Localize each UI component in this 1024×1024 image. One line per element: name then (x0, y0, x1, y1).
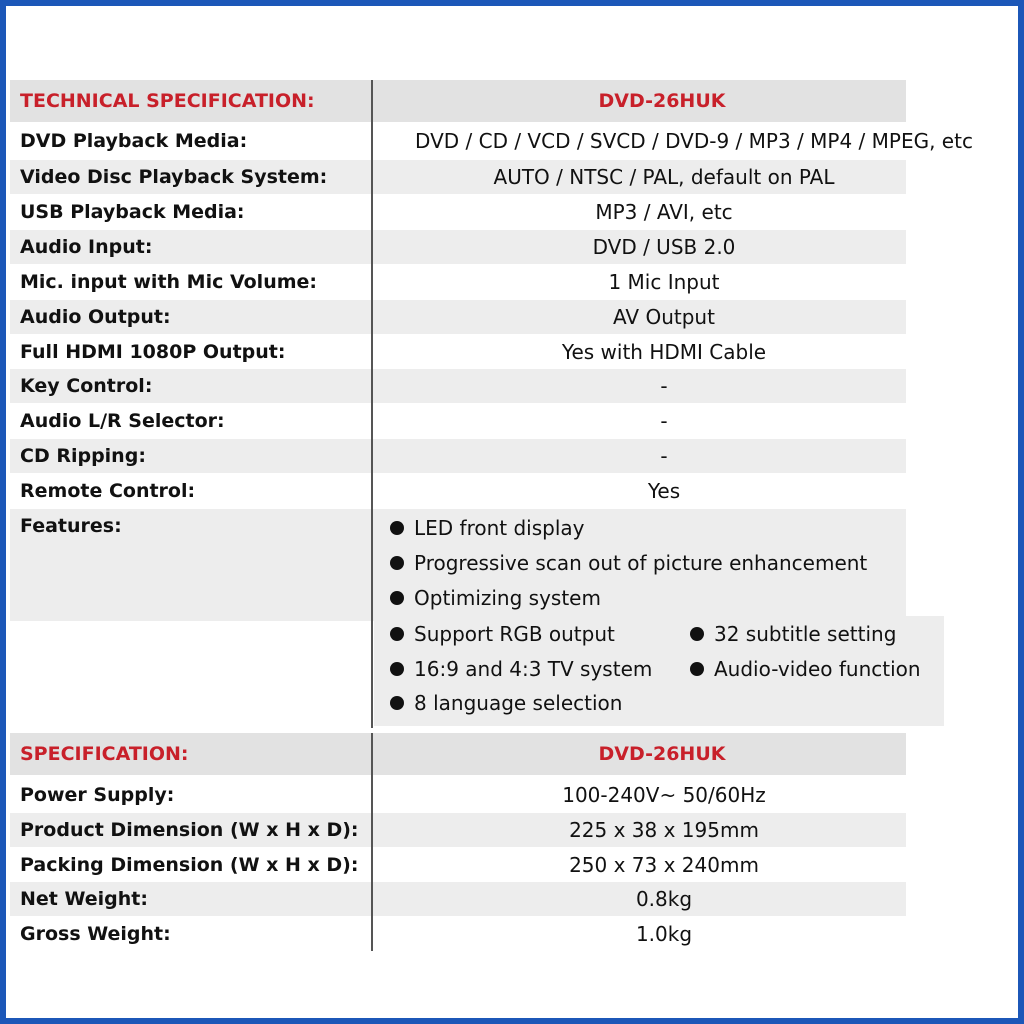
row-value: 225 x 38 x 195mm (569, 818, 759, 842)
row-value: - (660, 409, 668, 433)
feature-text: 32 subtitle setting (714, 622, 897, 646)
feature-text: LED front display (414, 516, 585, 540)
row-value: Yes with HDMI Cable (561, 340, 767, 364)
row-value: 1 Mic Input (608, 270, 720, 294)
row-label: Net Weight: (20, 888, 148, 910)
feature-text: 8 language selection (414, 691, 623, 715)
row-value: DVD / USB 2.0 (592, 235, 736, 259)
row-label: Remote Control: (20, 480, 196, 502)
bullet-icon (690, 662, 704, 676)
bullet-icon (690, 627, 704, 641)
bullet-icon (390, 696, 404, 710)
row-label: Key Control: (20, 375, 153, 397)
row-value: - (660, 444, 668, 468)
table-row (10, 160, 906, 194)
row-label: Gross Weight: (20, 923, 171, 945)
bullet-icon (390, 662, 404, 676)
row-value: - (660, 374, 668, 398)
table-row (10, 124, 973, 158)
row-label: Mic. input with Mic Volume: (20, 271, 318, 293)
table-row (10, 778, 906, 812)
spec-sheet (10, 80, 1014, 960)
row-label: Full HDMI 1080P Output: (20, 341, 286, 363)
feature-item (390, 546, 867, 580)
feature-text: 16:9 and 4:3 TV system (414, 657, 653, 681)
column-divider (371, 80, 373, 728)
table-row (10, 474, 906, 508)
table-row (10, 335, 906, 369)
table-row (10, 813, 906, 847)
row-label: USB Playback Media: (20, 201, 245, 223)
table-row (10, 369, 906, 403)
table-row (10, 848, 906, 882)
table-row (10, 300, 906, 334)
column-divider (371, 733, 373, 951)
bullet-icon (390, 556, 404, 570)
feature-item (390, 686, 622, 720)
row-label: CD Ripping: (20, 445, 146, 467)
feature-item (390, 581, 601, 615)
table-row (10, 439, 906, 473)
feature-item (690, 652, 921, 686)
specification-header-model: DVD-26HUK (598, 743, 726, 765)
table-row (10, 404, 906, 438)
table-row (10, 195, 906, 229)
feature-text: Progressive scan out of picture enhancement (414, 551, 868, 575)
specification-header (10, 733, 906, 775)
row-value: Yes (647, 479, 681, 503)
specification-header-label: SPECIFICATION: (20, 743, 189, 765)
row-label: Video Disc Playback System: (20, 166, 328, 188)
row-value: 250 x 73 x 240mm (569, 853, 759, 877)
row-value: MP3 / AVI, etc (595, 200, 733, 224)
row-label: Power Supply: (20, 784, 175, 806)
feature-text: Optimizing system (414, 586, 601, 610)
feature-item (690, 617, 896, 651)
row-label: Packing Dimension (W x H x D): (20, 854, 359, 876)
table-row (10, 882, 906, 916)
feature-item (390, 652, 652, 686)
row-value: 1.0kg (635, 922, 693, 946)
feature-text: Support RGB output (414, 622, 615, 646)
row-label: DVD Playback Media: (20, 130, 248, 152)
features-label: Features: (20, 515, 122, 537)
table-row (10, 265, 906, 299)
row-value: AUTO / NTSC / PAL, default on PAL (493, 165, 835, 189)
feature-text: Audio-video function (714, 657, 921, 681)
technical-header (10, 80, 906, 122)
row-value: AV Output (613, 305, 715, 329)
row-label: Audio Output: (20, 306, 171, 328)
feature-item (390, 511, 585, 545)
bullet-icon (390, 627, 404, 641)
table-row (10, 230, 906, 264)
feature-item (390, 617, 615, 651)
row-value: 100-240V~ 50/60Hz (562, 783, 766, 807)
bullet-icon (390, 591, 404, 605)
row-label: Audio L/R Selector: (20, 410, 225, 432)
technical-header-label: TECHNICAL SPECIFICATION: (20, 90, 315, 112)
technical-header-model: DVD-26HUK (598, 90, 726, 112)
row-value: 0.8kg (635, 887, 693, 911)
row-label: Product Dimension (W x H x D): (20, 819, 359, 841)
row-label: Audio Input: (20, 236, 153, 258)
bullet-icon (390, 521, 404, 535)
row-value: DVD / CD / VCD / SVCD / DVD-9 / MP3 / MP4 / MPEG, etc (415, 129, 973, 153)
table-row (10, 917, 906, 951)
